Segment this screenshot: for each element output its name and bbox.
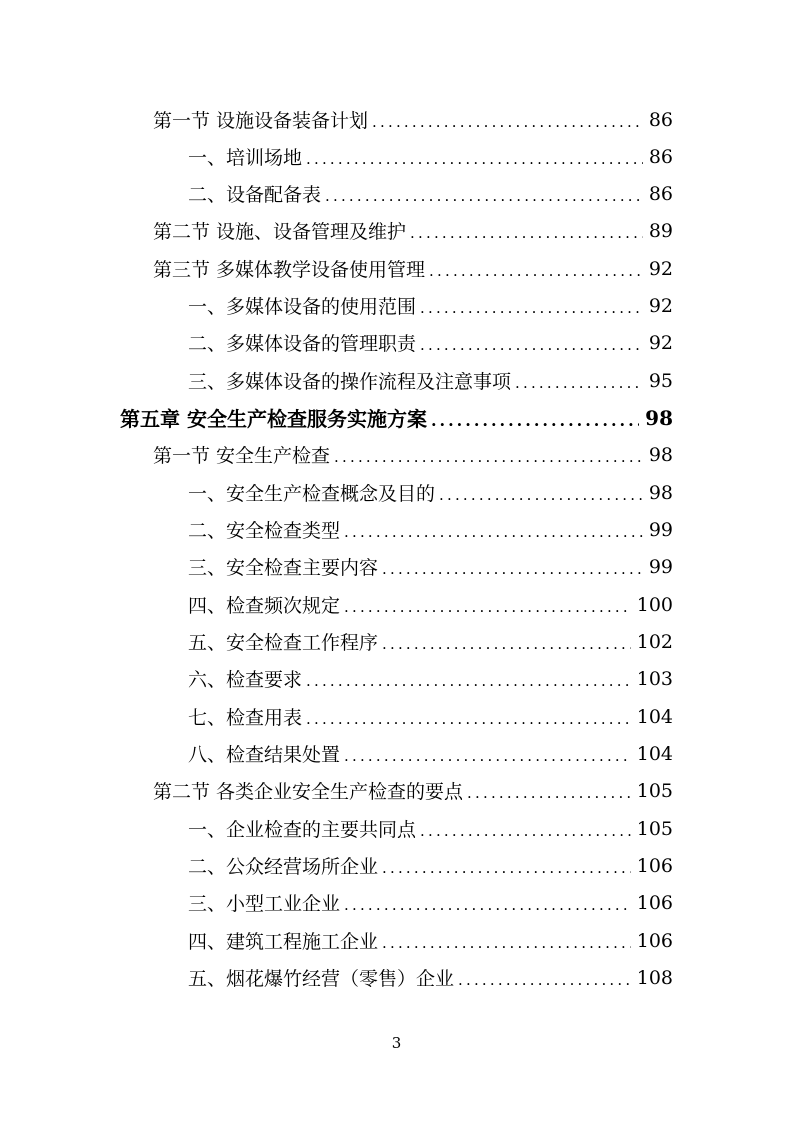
- toc-entry[interactable]: [188, 623, 673, 660]
- toc-entry-page: 105: [636, 779, 673, 802]
- leader-dots: [344, 519, 643, 540]
- toc-entry-title: 五、安全检查工作程序: [188, 632, 379, 654]
- toc-entry-title: 五、烟花爆竹经营（零售）企业: [188, 968, 455, 990]
- toc-entry-page: 104: [636, 742, 673, 765]
- leader-dots: [306, 146, 643, 167]
- leader-dots: [467, 780, 631, 801]
- toc-entry[interactable]: [188, 511, 673, 548]
- toc-entry[interactable]: [188, 660, 673, 697]
- toc-entry[interactable]: [188, 362, 673, 399]
- toc-entry-title: 一、多媒体设备的使用范围: [188, 296, 417, 318]
- leader-dots: [515, 370, 643, 391]
- toc-entry[interactable]: [188, 847, 673, 884]
- toc-entry-title: 第二节 设施、设备管理及维护: [153, 221, 407, 243]
- leader-dots: [429, 258, 643, 279]
- toc-entry-page: 100: [636, 593, 673, 616]
- toc-entry-page: 92: [648, 257, 673, 280]
- toc-entry-page: 92: [648, 294, 673, 317]
- toc-entry[interactable]: [188, 922, 673, 959]
- toc-entry-title: 二、多媒体设备的管理职责: [188, 333, 417, 355]
- toc-entry-title: 八、检查结果处置: [188, 744, 341, 766]
- leader-dots: [420, 818, 631, 839]
- toc-entry-title: 四、检查频次规定: [188, 595, 341, 617]
- toc-entry-page: 89: [648, 219, 673, 242]
- toc-entry-page: 99: [648, 518, 673, 541]
- leader-dots: [382, 556, 643, 577]
- leader-dots: [344, 743, 631, 764]
- leader-dots: [334, 444, 643, 465]
- toc-entry-page: 98: [648, 443, 673, 466]
- toc-entry[interactable]: [153, 101, 673, 138]
- leader-dots: [410, 220, 643, 241]
- toc-entry-page: 95: [648, 369, 673, 392]
- leader-dots: [382, 631, 631, 652]
- toc-entry-page: 98: [645, 405, 673, 430]
- leader-dots: [420, 332, 643, 353]
- toc-entry[interactable]: [188, 324, 673, 361]
- toc-entry-page: 86: [648, 108, 673, 131]
- leader-dots: [420, 295, 643, 316]
- toc-entry-title: 七、检查用表: [188, 707, 303, 729]
- toc-entry-page: 99: [648, 555, 673, 578]
- page-number: 3: [391, 1034, 402, 1052]
- toc-entry-page: 86: [648, 182, 673, 205]
- leader-dots: [382, 930, 631, 951]
- leader-dots: [431, 407, 639, 429]
- toc-chapter-entry[interactable]: [120, 399, 673, 436]
- toc-entry-page: 106: [636, 891, 673, 914]
- leader-dots: [372, 109, 643, 130]
- toc-entry-title: 四、建筑工程施工企业: [188, 931, 379, 953]
- toc-entry[interactable]: [188, 959, 673, 996]
- toc-entry-title: 三、多媒体设备的操作流程及注意事项: [188, 371, 512, 393]
- toc-entry[interactable]: [153, 250, 673, 287]
- toc-entry-title: 二、公众经营场所企业: [188, 856, 379, 878]
- toc-entry-page: 108: [636, 966, 673, 989]
- leader-dots: [344, 594, 631, 615]
- toc-entry-title: 一、安全生产检查概念及目的: [188, 483, 436, 505]
- toc-entry[interactable]: [188, 810, 673, 847]
- toc-entry-title: 三、小型工业企业: [188, 893, 341, 915]
- toc-entry-title: 第一节 设施设备装备计划: [153, 110, 369, 132]
- toc-entry[interactable]: [153, 212, 673, 249]
- toc-entry-title: 第五章 安全生产检查服务实施方案: [120, 407, 427, 431]
- toc-entry[interactable]: [188, 698, 673, 735]
- toc-entry[interactable]: [188, 548, 673, 585]
- toc-entry-page: 103: [636, 667, 673, 690]
- toc-entry-title: 第三节 多媒体教学设备使用管理: [153, 259, 426, 281]
- leader-dots: [344, 892, 631, 913]
- toc-entry-title: 第二节 各类企业安全生产检查的要点: [153, 781, 464, 803]
- toc-entry-page: 106: [636, 854, 673, 877]
- toc-entry[interactable]: [153, 772, 673, 809]
- leader-dots: [458, 967, 631, 988]
- toc-entry-title: 第一节 安全生产检查: [153, 445, 331, 467]
- toc-entry[interactable]: [188, 287, 673, 324]
- toc-entry[interactable]: [188, 175, 673, 212]
- toc-entry[interactable]: [188, 586, 673, 623]
- toc-entry-page: 102: [636, 630, 673, 653]
- toc-entry-title: 一、培训场地: [188, 147, 303, 169]
- leader-dots: [306, 668, 631, 689]
- leader-dots: [325, 183, 643, 204]
- toc-entry[interactable]: [188, 735, 673, 772]
- toc-entry[interactable]: [153, 436, 673, 473]
- toc-entry-page: 98: [648, 481, 673, 504]
- toc-entry-title: 三、安全检查主要内容: [188, 557, 379, 579]
- toc-entry-title: 六、检查要求: [188, 669, 303, 691]
- toc-entry[interactable]: [188, 474, 673, 511]
- toc-entry-title: 一、企业检查的主要共同点: [188, 819, 417, 841]
- toc-entry-page: 104: [636, 705, 673, 728]
- toc-entry-page: 86: [648, 145, 673, 168]
- toc-entry-title: 二、设备配备表: [188, 184, 322, 206]
- toc-entry-title: 二、安全检查类型: [188, 520, 341, 542]
- toc-entry[interactable]: [188, 138, 673, 175]
- toc-entry[interactable]: [188, 884, 673, 921]
- toc-entry-page: 106: [636, 929, 673, 952]
- leader-dots: [382, 855, 631, 876]
- leader-dots: [439, 482, 643, 503]
- toc-entry-page: 105: [636, 817, 673, 840]
- toc-entry-page: 92: [648, 331, 673, 354]
- leader-dots: [306, 706, 631, 727]
